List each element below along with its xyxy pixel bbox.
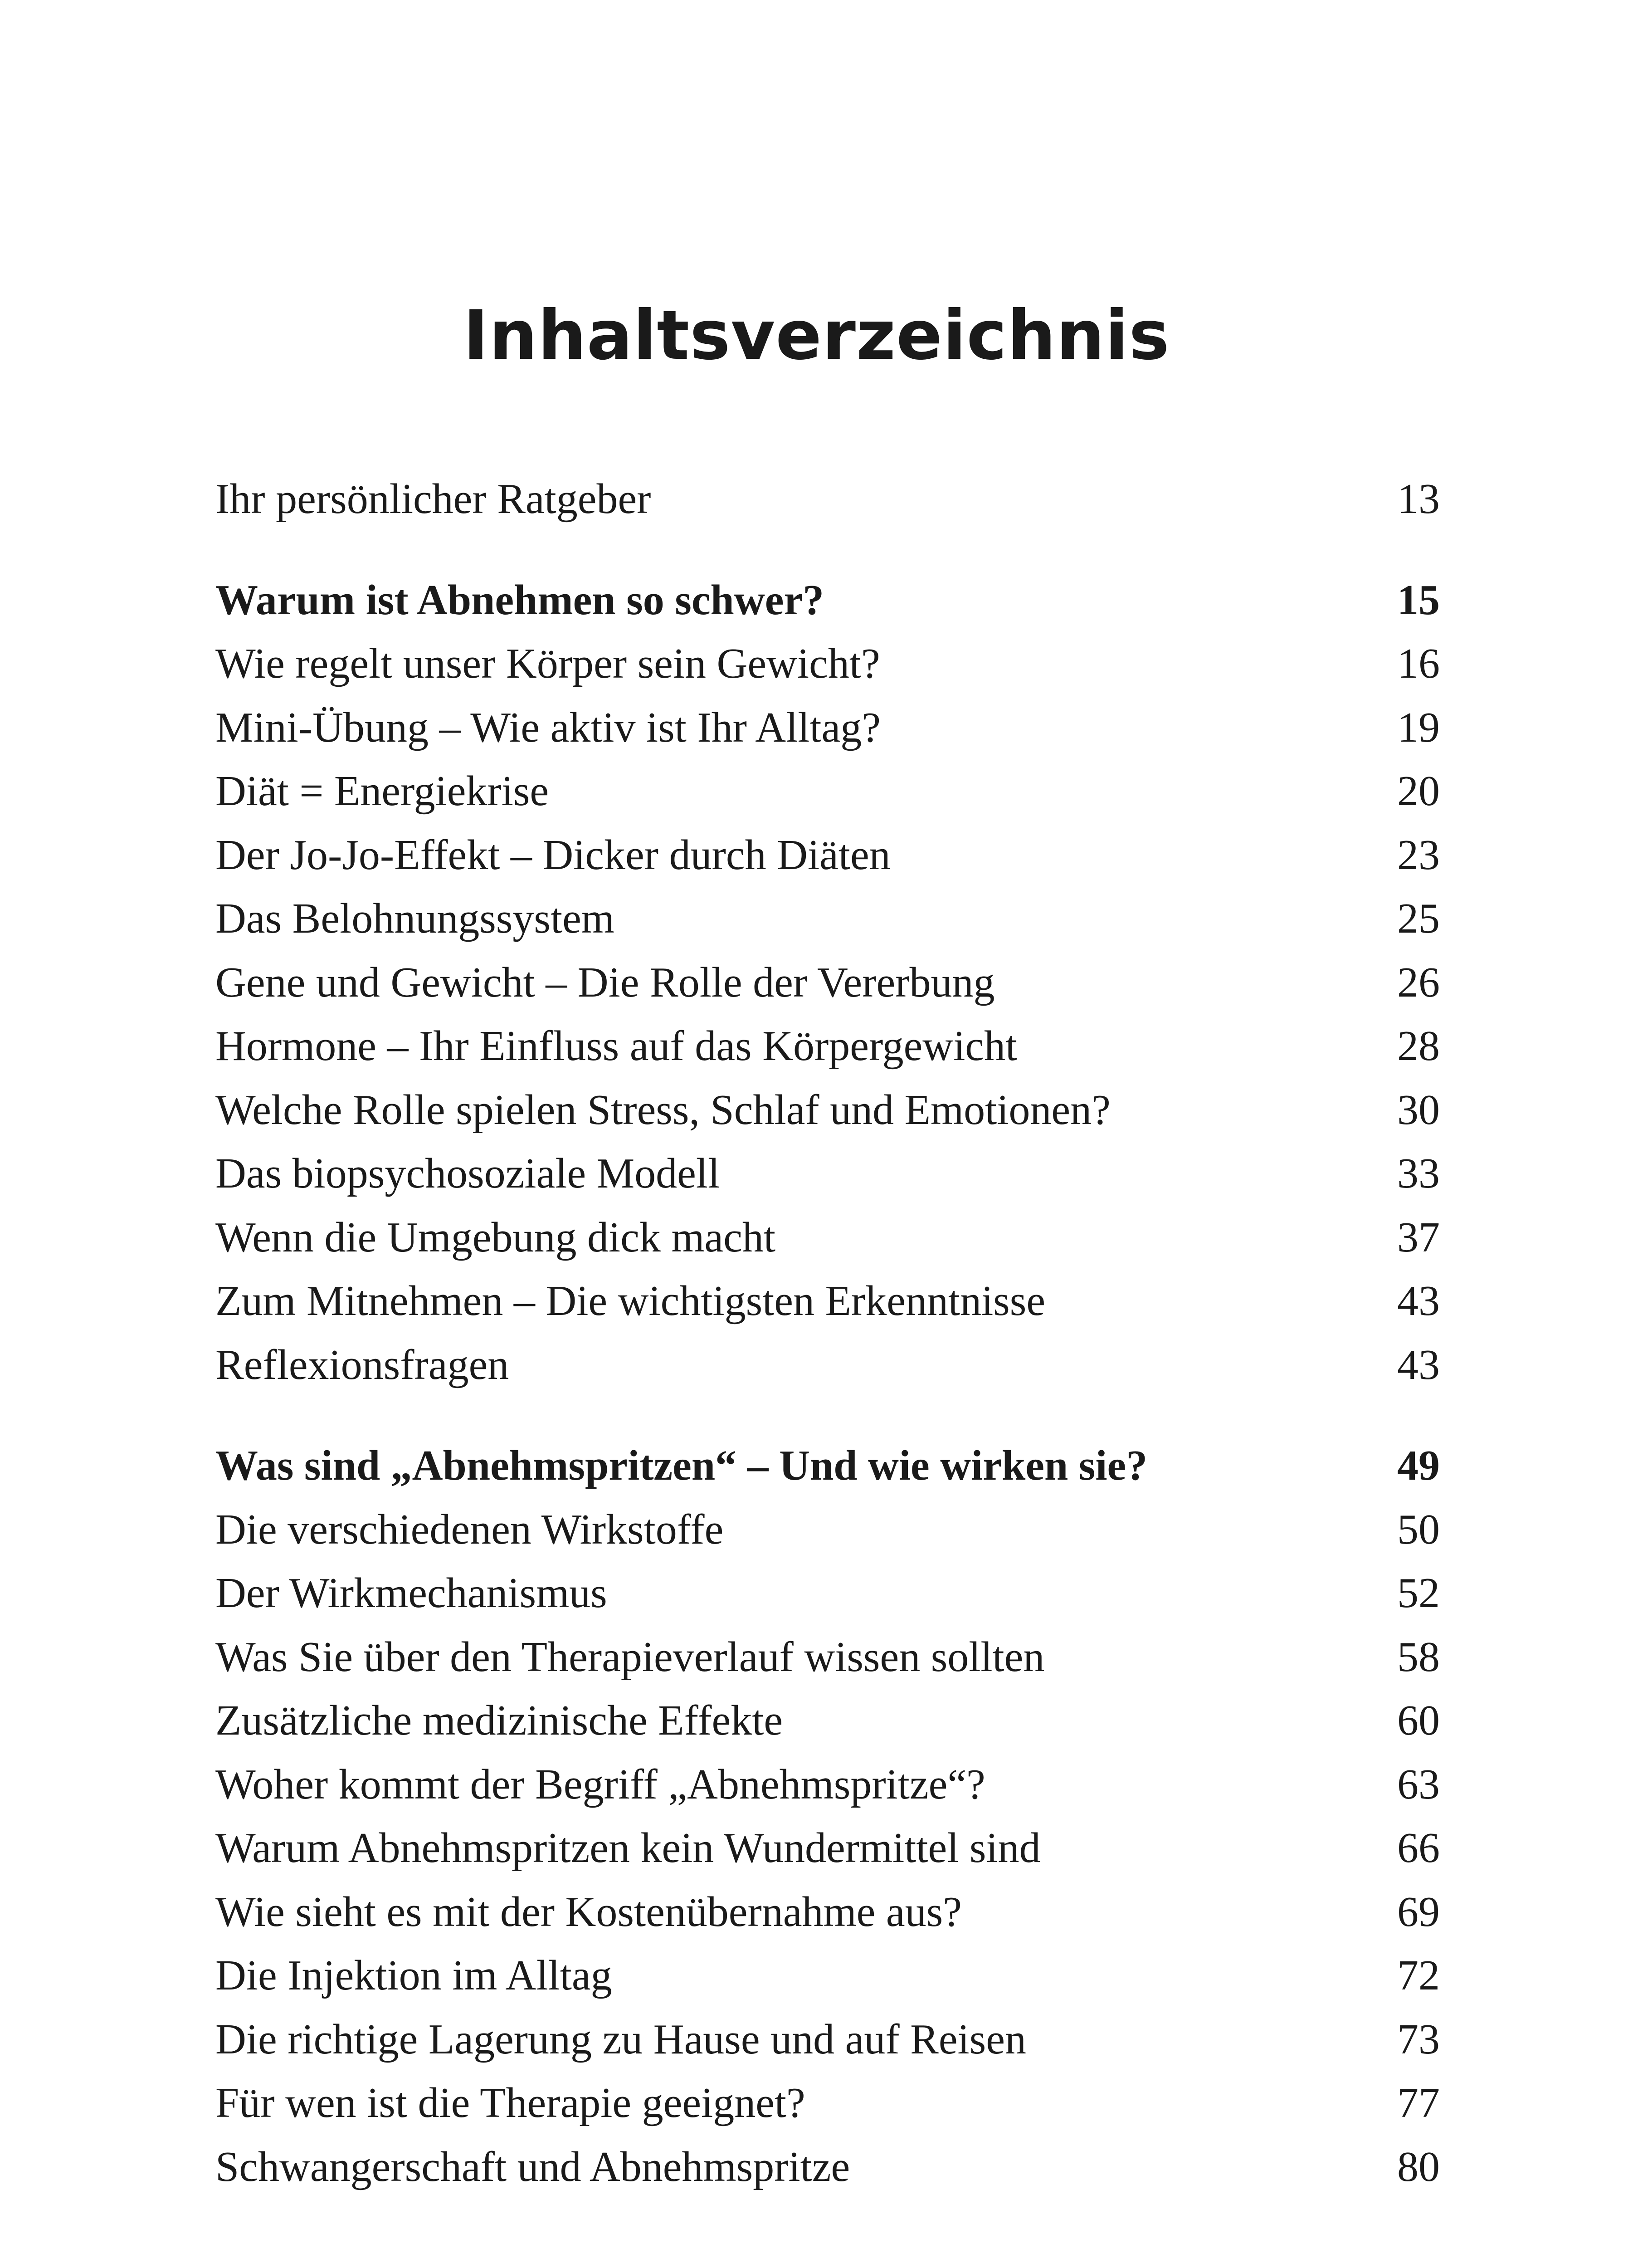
entry-title: Zusätzliche medizinische Effekte — [215, 1697, 783, 1744]
toc-entry — [215, 467, 1440, 531]
toc-entry — [215, 1753, 1440, 1817]
entry-title: Hormone – Ihr Einfluss auf das Körpergewicht — [215, 1022, 1018, 1070]
toc-entry — [215, 759, 1440, 823]
entry-title: Die Injektion im Alltag — [215, 1952, 612, 1999]
toc-entry — [215, 887, 1440, 951]
chapter-heading — [215, 1434, 1440, 1498]
toc-entry — [215, 1944, 1440, 2008]
entry-title: Reflexionsfragen — [215, 1341, 509, 1388]
page-number: 15 — [1397, 576, 1440, 624]
toc-entry — [215, 1625, 1440, 1689]
toc-entry — [215, 1816, 1440, 1880]
toc-entry — [215, 1269, 1440, 1333]
page-number: 23 — [1397, 831, 1440, 879]
chapter-title: Warum ist Abnehmen so schwer? — [215, 576, 824, 624]
entry-title: Schwangerschaft und Abnehmspritze — [215, 2143, 850, 2190]
toc-entry — [215, 951, 1440, 1015]
entry-title: Zum Mitnehmen – Die wichtigsten Erkenntnisse — [215, 1277, 1046, 1325]
entry-title: Warum Abnehmspritzen kein Wundermittel sind — [215, 1824, 1041, 1872]
entry-title: Mini-Übung – Wie aktiv ist Ihr Alltag? — [215, 704, 881, 751]
entry-title: Was Sie über den Therapieverlauf wissen sollten — [215, 1633, 1045, 1681]
toc-section — [215, 1434, 1440, 2199]
toc-entry — [215, 1689, 1440, 1753]
entry-title: Die richtige Lagerung zu Hause und auf Reisen — [215, 2015, 1026, 2063]
entry-title: Für wen ist die Therapie geeignet? — [215, 2079, 805, 2126]
entry-title: Ihr persönlicher Ratgeber — [215, 475, 651, 523]
table-of-contents — [215, 467, 1440, 2199]
page-number: 28 — [1397, 1022, 1440, 1070]
page-number: 25 — [1397, 895, 1440, 942]
page-number: 30 — [1397, 1086, 1440, 1134]
page-number: 63 — [1397, 1760, 1440, 1808]
page-number: 43 — [1397, 1341, 1440, 1388]
chapter-title: Was sind „Abnehmspritzen“ – Und wie wirken sie? — [215, 1442, 1148, 1489]
page-number: 60 — [1397, 1697, 1440, 1744]
toc-entry — [215, 2008, 1440, 2072]
toc-section — [215, 467, 1440, 531]
page-number: 80 — [1397, 2143, 1440, 2190]
toc-entry — [215, 1880, 1440, 1944]
page-number: 66 — [1397, 1824, 1440, 1872]
page-number: 58 — [1397, 1633, 1440, 1681]
toc-entry — [215, 1014, 1440, 1078]
entry-title: Diät = Energiekrise — [215, 767, 549, 815]
toc-entry — [215, 2071, 1440, 2135]
toc-section — [215, 568, 1440, 1397]
entry-title: Welche Rolle spielen Stress, Schlaf und Emotionen? — [215, 1086, 1111, 1134]
page-number: 33 — [1397, 1150, 1440, 1197]
page-number: 50 — [1397, 1505, 1440, 1553]
page-number: 69 — [1397, 1888, 1440, 1936]
page-number: 26 — [1397, 958, 1440, 1006]
page-number: 49 — [1397, 1442, 1440, 1489]
entry-title: Das biopsychosoziale Modell — [215, 1150, 720, 1197]
toc-entry — [215, 1206, 1440, 1270]
entry-title: Wenn die Umgebung dick macht — [215, 1213, 775, 1261]
toc-entry — [215, 823, 1440, 887]
page-number: 19 — [1397, 704, 1440, 751]
toc-entry — [215, 1142, 1440, 1206]
page-number: 72 — [1397, 1952, 1440, 1999]
page-number: 52 — [1397, 1569, 1440, 1617]
toc-entry — [215, 1078, 1440, 1142]
page-number: 20 — [1397, 767, 1440, 815]
entry-title: Die verschiedenen Wirkstoffe — [215, 1505, 724, 1553]
entry-title: Wie regelt unser Körper sein Gewicht? — [215, 640, 880, 687]
toc-entry — [215, 696, 1440, 760]
page-number: 73 — [1397, 2015, 1440, 2063]
entry-title: Der Jo-Jo-Effekt – Dicker durch Diäten — [215, 831, 891, 879]
page-number: 43 — [1397, 1277, 1440, 1325]
toc-entry — [215, 1498, 1440, 1562]
toc-entry — [215, 632, 1440, 696]
entry-title: Wie sieht es mit der Kostenübernahme aus? — [215, 1888, 962, 1936]
entry-title: Das Belohnungssystem — [215, 895, 614, 942]
entry-title: Gene und Gewicht – Die Rolle der Vererbung — [215, 958, 995, 1006]
page-number: 37 — [1397, 1213, 1440, 1261]
toc-entry — [215, 1561, 1440, 1625]
toc-entry — [215, 1333, 1440, 1397]
page-number: 77 — [1397, 2079, 1440, 2126]
entry-title: Woher kommt der Begriff „Abnehmspritze“? — [215, 1760, 985, 1808]
toc-entry — [215, 2135, 1440, 2199]
chapter-heading — [215, 568, 1440, 632]
page-number: 13 — [1397, 475, 1440, 523]
page-number: 16 — [1397, 640, 1440, 687]
page-title: Inhaltsverzeichnis — [463, 296, 1170, 375]
entry-title: Der Wirkmechanismus — [215, 1569, 607, 1617]
